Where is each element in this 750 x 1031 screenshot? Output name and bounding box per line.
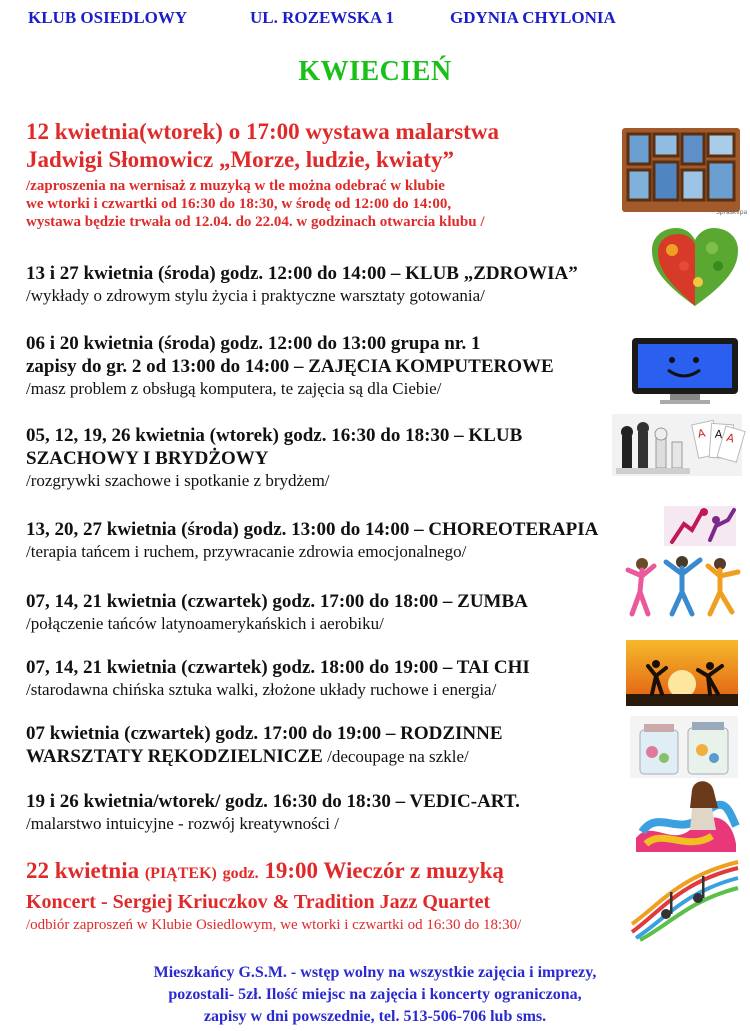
vedic-art-icon [632, 778, 740, 852]
event-health-club [26, 262, 636, 307]
picture-frames-icon [620, 120, 748, 218]
card-rank: A [696, 426, 707, 441]
event-handicraft-workshop [26, 722, 636, 768]
event-inline-description: /decoupage na szkle/ [322, 747, 469, 766]
concert-block [26, 856, 636, 935]
concert-note: /odbiór zaproszeń w Klubie Osiedlowym, we wtorki i czwartki od 16:30 do 18:30/ [26, 917, 522, 933]
smiling-monitor-icon [630, 336, 740, 406]
event-tai-chi [26, 656, 636, 701]
card-rank: A [725, 430, 736, 446]
event-title: 07, 14, 21 kwietnia (czwartek) godz. 18:00 do 19:00 – TAI CHI [26, 657, 530, 678]
heart-fruits-icon [650, 226, 740, 310]
event-title-line2: SZACHOWY I BRYDŻOWY [26, 448, 269, 469]
month-title: KWIECIEŃ [298, 56, 452, 87]
event-title-line2: zapisy do gr. 2 od 13:00 do 14:00 – ZAJĘCIA KOMPUTEROWE [26, 356, 554, 377]
event-title-line1: 07 kwietnia (czwartek) godz. 17:00 do 19:00 – RODZINNE [26, 723, 503, 744]
event-computer-classes [26, 332, 636, 400]
event-chess-bridge [26, 424, 636, 492]
concert-performers: Koncert - Sergiej Kriuczkov & Tradition Jazz Quartet [26, 891, 491, 913]
event-title: 07, 14, 21 kwietnia (czwartek) godz. 17:00 do 18:00 – ZUMBA [26, 591, 528, 612]
event-description: /masz problem z obsługą komputera, te zajęcia są dla Ciebie/ [26, 379, 442, 398]
exhibition-line1: 12 kwietnia(wtorek) o 17:00 wystawa malarstwa [26, 119, 499, 144]
exhibition-note1: /zaproszenia na wernisaż z muzyką w tle można odebrać w klubie [26, 178, 445, 194]
club-street: UL. ROZEWSKA 1 [250, 8, 395, 27]
decoupage-jars-icon [630, 716, 738, 778]
event-description: /terapia tańcem i ruchem, przywracanie zdrowia emocjonalnego/ [26, 542, 467, 561]
event-vedic-art [26, 790, 636, 835]
event-title-line1: 06 i 20 kwietnia (środa) godz. 12:00 do 13:00 grupa nr. 1 [26, 333, 481, 354]
event-choreotherapy [26, 518, 636, 563]
event-description: /połączenie tańców latynoamerykańskich i aerobiku/ [26, 614, 384, 633]
club-city: GDYNIA CHYLONIA [450, 8, 616, 27]
concert-hour-label: godz. [222, 865, 259, 882]
dancers-icon [664, 506, 736, 546]
tai-chi-sunset-icon [626, 640, 738, 706]
event-description: /malarstwo intuicyjne - rozwój kreatywności / [26, 814, 339, 833]
exhibition-note2: we wtorki i czwartki od 16:30 do 18:30, w środę od 12:00 do 14:00, [26, 196, 452, 212]
event-title: 13, 20, 27 kwietnia (środa) godz. 13:00 do 14:00 – CHOREOTERAPIA [26, 519, 599, 540]
chess-cards-icon [612, 414, 742, 476]
zumba-dancers-icon [624, 552, 742, 618]
music-notes-icon [630, 862, 740, 940]
event-description: /rozgrywki szachowe i spotkanie z brydżem/ [26, 471, 330, 490]
event-title-line1: 05, 12, 19, 26 kwietnia (wtorek) godz. 16:30 do 18:30 – KLUB [26, 425, 523, 446]
card-rank: A [714, 427, 723, 442]
footer-line2: pozostali- 5zł. Ilość miejsc na zajęcia i koncerty ograniczona, [168, 986, 582, 1003]
concert-title: Wieczór z muzyką [323, 858, 504, 883]
exhibition-note3: wystawa będzie trwała od 12.04. do 22.04. w godzinach otwarcia klubu / [26, 214, 485, 230]
concert-hour: 19:00 [264, 858, 319, 883]
header-bar [0, 8, 750, 30]
event-description: /wykłady o zdrowym stylu życia i praktyczne warsztaty gotowania/ [26, 286, 485, 305]
event-description: /starodawna chińska sztuka walki, złożone układy ruchowe i energia/ [26, 680, 497, 699]
footer-line3: zapisy w dni powszednie, tel. 513-506-706 lub sms. [203, 1008, 547, 1025]
footer-info [0, 962, 750, 1028]
event-title-line2: WARSZTATY RĘKODZIELNICZE [26, 746, 323, 767]
concert-date: 22 kwietnia [26, 858, 140, 883]
exhibition-line2: Jadwigi Słomowicz „Morze, ludzie, kwiaty” [26, 147, 455, 172]
club-name: KLUB OSIEDLOWY [28, 8, 188, 27]
event-zumba [26, 590, 636, 635]
footer-line1: Mieszkańcy G.S.M. - wstęp wolny na wszystkie zajęcia i imprezy, [153, 964, 597, 981]
exhibition-block [26, 118, 636, 231]
event-title: 13 i 27 kwietnia (środa) godz. 12:00 do 14:00 – KLUB „ZDROWIA” [26, 263, 578, 284]
event-title: 19 i 26 kwietnia/wtorek/ godz. 16:30 do 18:30 – VEDIC-ART. [26, 791, 520, 812]
frames-watermark: Sprasklipa [716, 209, 748, 216]
concert-day: (PIĄTEK) [144, 865, 217, 882]
